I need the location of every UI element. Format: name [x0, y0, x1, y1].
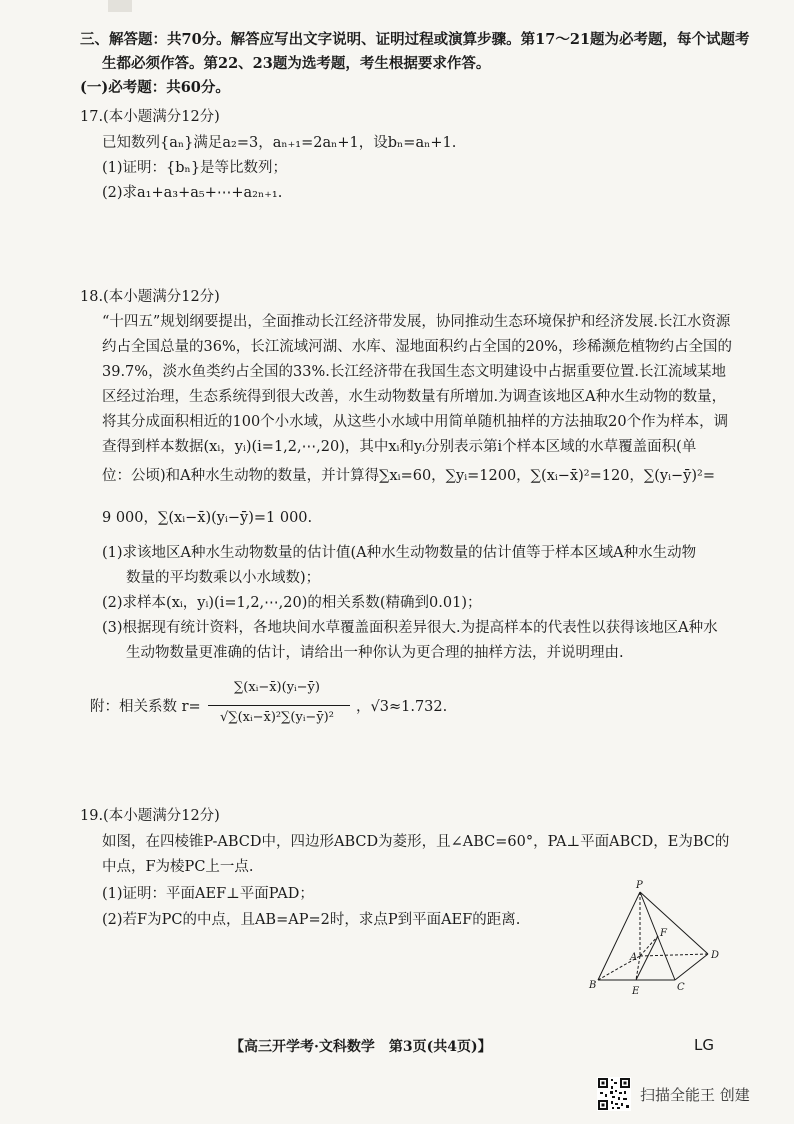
q18-header: 18.(本小题满分12分) — [80, 289, 220, 305]
q17-stem: 已知数列{aₙ}满足a₂=3，aₙ₊₁=2aₙ+1，设bₙ=aₙ+1. — [102, 135, 457, 151]
q18-part1-a: (1)求该地区A种水生动物数量的估计值(A种水生动物数量的估计值等于样本区域A种水生动物 — [102, 545, 697, 561]
label-P: P — [636, 880, 643, 891]
q19-text-1: 如图，在四棱锥P-ABCD中，四边形ABCD为菱形，且∠ABC=60°，PA⊥平面ABCD，E为BC的 — [102, 834, 730, 850]
label-A: A — [630, 952, 638, 963]
formula-denominator: √∑(xᵢ−x̄)²∑(yᵢ−ȳ)² — [220, 710, 334, 725]
edge-PB — [598, 892, 640, 980]
q18-text-6: 查得到样本数据(xᵢ，yᵢ)(i=1,2,⋯,20)，其中xᵢ和yᵢ分别表示第i个样本区域的水草覆盖面积(单 — [102, 439, 697, 455]
q18-part2: (2)求样本(xᵢ，yᵢ)(i=1,2,⋯,20)的相关系数(精确到0.01)； — [102, 595, 482, 611]
q18-text-3: 39.7%，淡水鱼类约占全国的33%.长江经济带在我国生态文明建设中占据重要位置.长江流域某地 — [102, 364, 727, 380]
label-F: F — [660, 928, 667, 939]
pyramid-figure — [580, 878, 730, 998]
formula-numerator: ∑(xᵢ−x̄)(yᵢ−ȳ) — [234, 680, 320, 695]
q18-text-8: 9 000，∑(xᵢ−x̄)(yᵢ−ȳ)=1 000. — [102, 510, 313, 526]
edge-AD — [640, 954, 708, 956]
qr-code-icon — [597, 1077, 631, 1111]
section-heading-line1: 三、解答题：共70分。解答应写出文字说明、证明过程或演算步骤。第17～21题为必考题，每个试题考 — [80, 31, 750, 48]
q17-header: 17.(本小题满分12分) — [80, 109, 220, 125]
q18-appendix-label: 附：相关系数 r= — [90, 699, 201, 715]
edge-CD — [675, 954, 708, 980]
paper-code: LG — [694, 1036, 714, 1054]
q17-part2: (2)求a₁+a₃+a₅+⋯+a₂ₙ₊₁. — [102, 185, 283, 201]
q18-text-2: 约占全国总量的36%，长江流域河湖、水库、湿地面积约占全国的20%，珍稀濒危植物约占全国的 — [102, 339, 732, 355]
fraction-bar — [208, 705, 350, 706]
scanner-watermark: 扫描全能王 创建 — [640, 1086, 750, 1104]
q19-text-2: 中点，F为棱PC上一点. — [102, 859, 254, 875]
q18-part3-b: 生动物数量更准确的估计，请给出一种你认为更合理的抽样方法，并说明理由. — [126, 645, 624, 661]
q19-part1: (1)证明：平面AEF⊥平面PAD； — [102, 886, 314, 902]
label-B: B — [589, 980, 597, 991]
q18-text-1: “十四五”规划纲要提出，全面推动长江经济带发展，协同推动生态环境保护和经济发展.长江水资源 — [102, 314, 731, 330]
label-E: E — [632, 986, 640, 997]
q18-text-4: 区经过治理，生态系统得到很大改善，水生动物数量有所增加.为调查该地区A种水生动物的数量， — [102, 389, 727, 405]
section-heading-line2: 生都必须作答。第22、23题为选考题，考生根据要求作答。 — [102, 55, 491, 72]
page-footer: 【高三开学考·文科数学 第3页(共4页)】 — [230, 1039, 492, 1055]
label-C: C — [677, 982, 685, 993]
q18-part3-a: (3)根据现有统计资料，各地块间水草覆盖面积差异很大.为提高样本的代表性以获得该地区A种水 — [102, 620, 718, 636]
q18-text-7: 位：公顷)和A种水生动物的数量，并计算得∑xᵢ=60，∑yᵢ=1200，∑(xᵢ−x̄)²=120，∑(yᵢ−ȳ)²= — [102, 468, 715, 484]
q18-appendix-tail: ，√3≈1.732. — [356, 699, 448, 715]
q18-part1-b: 数量的平均数乘以小水域数)； — [126, 570, 321, 586]
q19-header: 19.(本小题满分12分) — [80, 808, 220, 824]
label-D: D — [711, 950, 720, 961]
q19-part2: (2)若F为PC的中点，且AB=AP=2时，求点P到平面AEF的距离. — [102, 912, 521, 928]
q17-part1: (1)证明：{bₙ}是等比数列； — [102, 160, 288, 176]
section-sub-heading: (一)必考题：共60分。 — [80, 79, 230, 96]
scan-mark — [108, 0, 132, 12]
q18-text-5: 将其分成面积相近的100个小水域，从这些小水域中用简单随机抽样的方法抽取20个作为样本，调 — [102, 414, 729, 430]
